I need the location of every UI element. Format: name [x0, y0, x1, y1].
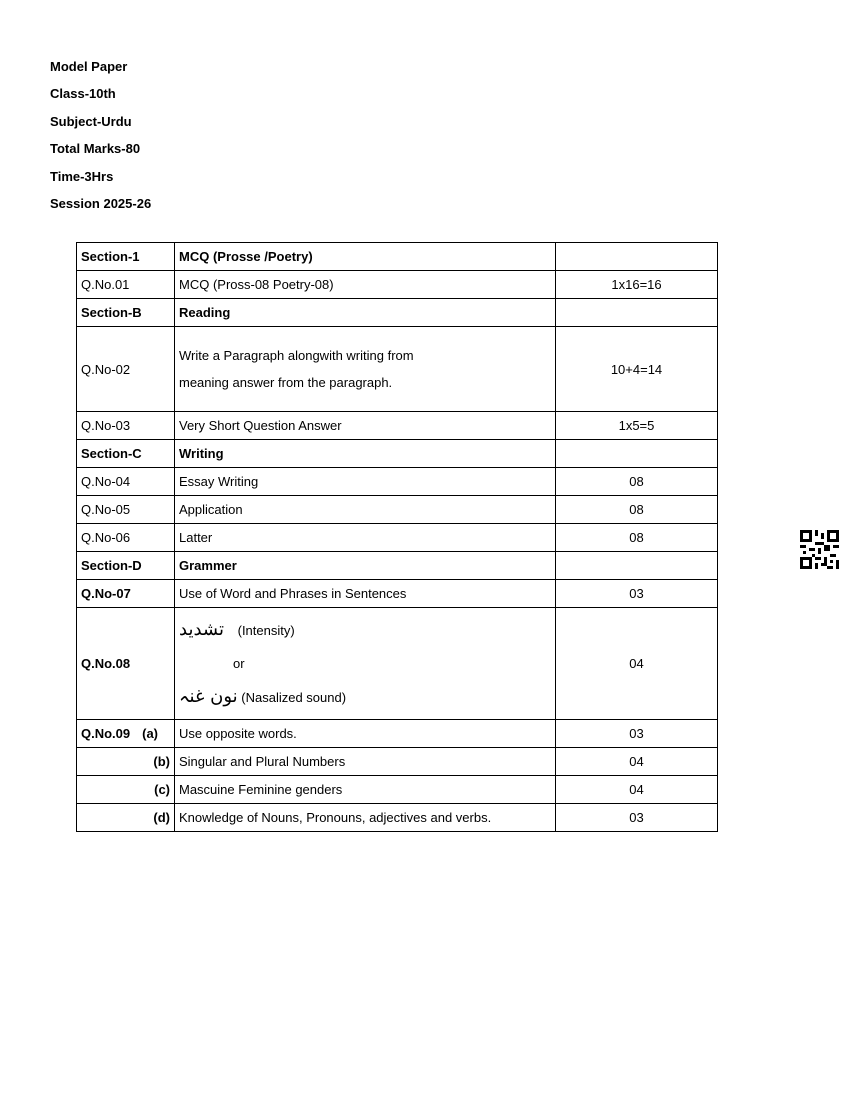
question-description: Latter	[175, 524, 556, 552]
sub-question-label: (b)	[77, 748, 175, 776]
section-label: Section-C	[77, 440, 175, 468]
question-description: MCQ (Pross-08 Poetry-08)	[175, 271, 556, 299]
question-description: Very Short Question Answer	[175, 412, 556, 440]
term-translation: (Nasalized sound)	[241, 689, 347, 705]
sub-question-label: (c)	[77, 776, 175, 804]
marks-cell	[556, 552, 718, 580]
question-description: Application	[175, 496, 556, 524]
marks-cell: 03	[556, 580, 718, 608]
question-description: Mascuine Feminine genders	[175, 776, 556, 804]
marks-cell: 03	[556, 804, 718, 832]
marks-cell: 08	[556, 468, 718, 496]
qr-code-icon	[800, 530, 839, 569]
section-label: Section-B	[77, 299, 175, 327]
table-row	[77, 580, 718, 608]
or-text: or	[233, 655, 245, 671]
table-row	[77, 243, 718, 271]
table-row	[77, 608, 718, 720]
question-description: Essay Writing	[175, 468, 556, 496]
header-title: Model Paper	[50, 59, 128, 74]
table-row	[77, 720, 718, 748]
table-row	[77, 496, 718, 524]
term-translation: (Intensity)	[237, 622, 295, 638]
section-title: Reading	[175, 299, 556, 327]
section-label: Section-1	[77, 243, 175, 271]
urdu-term: نون غنہ	[179, 685, 238, 707]
marks-cell: 1x5=5	[556, 412, 718, 440]
header-class: Class-10th	[50, 86, 116, 102]
sub-question-label: (a)	[142, 726, 159, 741]
marks-cell	[556, 440, 718, 468]
urdu-term-row	[179, 683, 551, 712]
table-row	[77, 299, 718, 327]
marks-cell: 03	[556, 720, 718, 748]
question-description	[175, 608, 556, 720]
marks-cell	[556, 243, 718, 271]
table-row	[77, 804, 718, 832]
header-session: Session 2025-26	[50, 195, 152, 211]
question-number: Q.No-06	[77, 524, 175, 552]
marks-cell: 10+4=14	[556, 327, 718, 412]
question-number: Q.No-04	[77, 468, 175, 496]
question-number: Q.No-02	[77, 327, 175, 412]
question-number: Q.No.01	[77, 271, 175, 299]
section-title: Grammer	[175, 552, 556, 580]
question-description	[175, 327, 556, 412]
question-number-label: Q.No.09	[81, 726, 131, 741]
urdu-term: تشدید	[179, 618, 224, 640]
marks-cell: 04	[556, 748, 718, 776]
table-row	[77, 524, 718, 552]
sub-question-label: (d)	[77, 804, 175, 832]
table-row	[77, 748, 718, 776]
marks-cell	[556, 299, 718, 327]
question-description: Knowledge of Nouns, Pronouns, adjectives and verbs.	[175, 804, 556, 832]
table-row	[77, 440, 718, 468]
marks-cell: 1x16=16	[556, 271, 718, 299]
urdu-term-row	[179, 616, 551, 645]
table-row	[77, 468, 718, 496]
table-row	[77, 776, 718, 804]
question-description: Singular and Plural Numbers	[175, 748, 556, 776]
question-description: Use opposite words.	[175, 720, 556, 748]
table-row	[77, 412, 718, 440]
section-title: Writing	[175, 440, 556, 468]
marks-cell: 04	[556, 776, 718, 804]
question-number	[77, 720, 175, 748]
description-line: meaning answer from the paragraph.	[179, 375, 393, 390]
marks-cell: 08	[556, 524, 718, 552]
marks-cell: 08	[556, 496, 718, 524]
table-row	[77, 327, 718, 412]
question-number: Q.No-05	[77, 496, 175, 524]
marks-distribution-table	[76, 242, 718, 832]
question-number: Q.No-07	[77, 580, 175, 608]
marks-cell: 04	[556, 608, 718, 720]
paper-header	[50, 58, 151, 222]
question-number: Q.No.08	[77, 608, 175, 720]
question-number: Q.No-03	[77, 412, 175, 440]
header-subject: Subject-Urdu	[50, 113, 132, 129]
header-time: Time-3Hrs	[50, 168, 114, 184]
table-row	[77, 271, 718, 299]
section-title: MCQ (Prosse /Poetry)	[175, 243, 556, 271]
header-total-marks: Total Marks-80	[50, 141, 141, 157]
table-row	[77, 552, 718, 580]
question-description: Use of Word and Phrases in Sentences	[175, 580, 556, 608]
description-line: Write a Paragraph alongwith writing from	[179, 348, 414, 363]
section-label: Section-D	[77, 552, 175, 580]
